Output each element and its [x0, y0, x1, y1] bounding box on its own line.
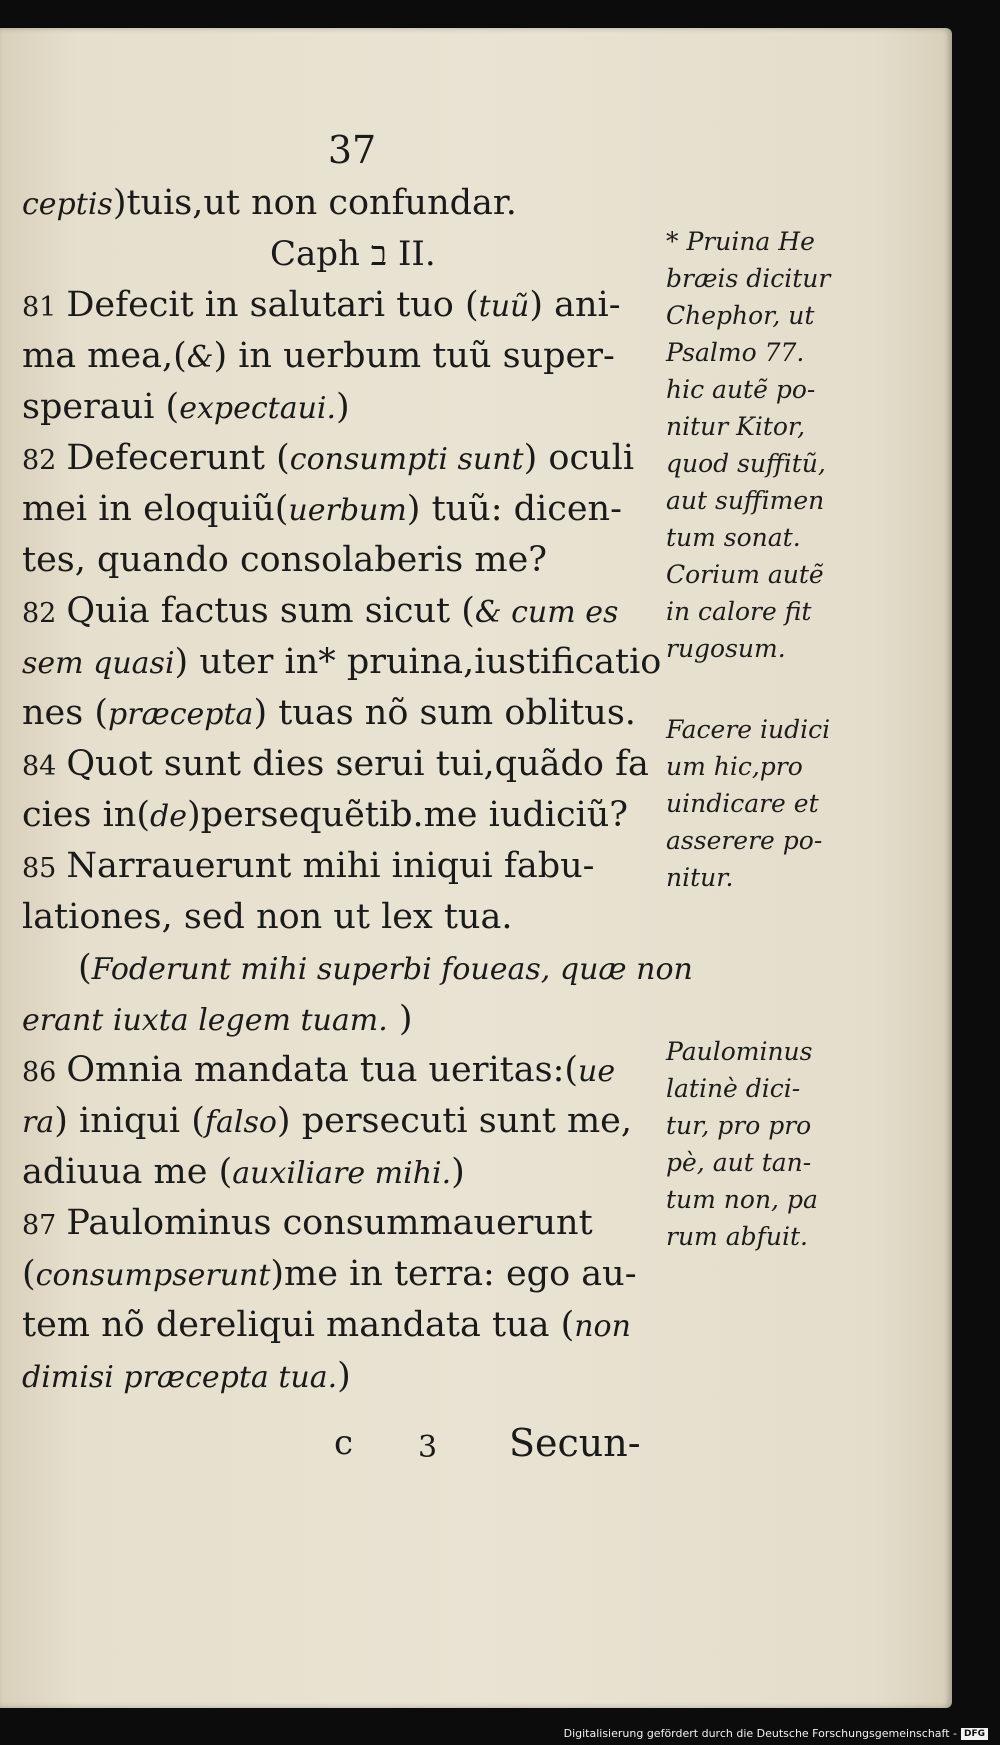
- text-line: [22, 229, 662, 280]
- marginal-note-line: Corium autẽ: [666, 560, 824, 589]
- text-line: [22, 637, 662, 688]
- text-line: [22, 280, 662, 331]
- main-text-column: [22, 178, 693, 1478]
- verse-text: Paulominus consummauerunt: [66, 1203, 593, 1243]
- gloss-text: uerbum: [288, 493, 407, 528]
- gloss-text: præcepta: [108, 697, 254, 732]
- verse-text: nes (: [22, 693, 108, 733]
- marginal-note-line: nitur Kitor,: [666, 412, 806, 441]
- marginal-note-line: Chephor, ut: [666, 301, 815, 330]
- verse-text: ): [337, 1356, 351, 1396]
- verse-number: 85: [22, 853, 57, 884]
- marginal-note-line: * Pruina He: [666, 227, 815, 256]
- verse-text: adiuua me (: [22, 1152, 233, 1192]
- gloss-text: ue: [578, 1054, 616, 1089]
- gloss-text: dimisi præcepta tua.: [22, 1360, 338, 1395]
- verse-text: ma mea,(: [22, 336, 187, 376]
- marginal-note-line: Paulominus: [666, 1037, 813, 1066]
- verse-text: ) tuas nõ sum oblitus.: [253, 693, 636, 733]
- verse-text: ) persecuti sunt me,: [276, 1101, 633, 1141]
- verse-text: ): [451, 1152, 465, 1192]
- marginal-note-line: pè, aut tan-: [666, 1148, 812, 1177]
- marginal-note-line: bræis dicitur: [666, 264, 831, 293]
- marginal-note-paulominus: [666, 1033, 866, 1255]
- text-line: [22, 1249, 662, 1300]
- verse-text: (: [78, 948, 92, 988]
- verse-number: 82: [22, 598, 57, 629]
- text-line: [22, 535, 662, 586]
- text-line: [22, 892, 662, 943]
- verse-text: cies in(: [22, 795, 150, 835]
- verse-text: Caph ב II.: [270, 234, 436, 274]
- text-line: [22, 331, 662, 382]
- marginal-note-line: asserere po-: [666, 826, 823, 855]
- verse-text: ): [387, 999, 413, 1039]
- marginal-note-line: nitur.: [666, 863, 734, 892]
- gloss-text: & cum es: [474, 595, 619, 630]
- marginal-note-line: in calore fit: [666, 597, 812, 626]
- verse-text: ) in uerbum tuũ super-: [213, 336, 615, 376]
- signature-number: 3: [418, 1430, 438, 1465]
- verse-text: Defecerunt (: [66, 438, 290, 478]
- verse-text: tes, quando consolaberis me?: [22, 540, 548, 580]
- footer-text: Digitalisierung gefördert durch die Deutsche Forschungsgemeinschaft -: [563, 1727, 957, 1740]
- verse-text: Quia factus sum sicut (: [66, 591, 475, 631]
- text-line: [22, 1198, 662, 1249]
- text-line: [22, 1300, 662, 1351]
- verse-text: ) oculi: [523, 438, 635, 478]
- marginal-note-line: Facere iudici: [666, 715, 831, 744]
- text-line: [22, 433, 662, 484]
- marginal-note-line: tum sonat.: [666, 523, 801, 552]
- verse-text: Quot sunt dies serui tui,quãdo fa: [66, 744, 649, 784]
- dfg-logo: DFG: [961, 1728, 988, 1740]
- gloss-text: non: [574, 1309, 631, 1344]
- gloss-text: consumpti sunt: [289, 442, 524, 477]
- verse-text: ) tuũ: dicen-: [406, 489, 622, 529]
- verse-text: (: [22, 1254, 36, 1294]
- verse-text: Narrauerunt mihi iniqui fabu-: [66, 846, 595, 886]
- verse-text: ): [336, 387, 350, 427]
- book-page: [0, 28, 952, 1708]
- marginal-note-line: rum abfuit.: [666, 1222, 808, 1251]
- marginal-note-line: aut suffimen: [666, 486, 825, 515]
- text-line: [22, 943, 693, 994]
- marginal-note-line: tur, pro pro: [666, 1111, 812, 1140]
- text-line: [22, 382, 662, 433]
- text-line: [22, 1045, 662, 1096]
- text-line: [22, 1096, 662, 1147]
- verse-text: ) uter in* pruina,iustificatio: [174, 642, 662, 682]
- gloss-text: ceptis: [22, 187, 113, 222]
- verse-text: )persequẽtib.me iudiciũ?: [186, 795, 629, 835]
- gloss-text: sem quasi: [22, 646, 175, 681]
- verse-text: Defecit in salutari tuo (: [66, 285, 479, 325]
- verse-text: speraui (: [22, 387, 180, 427]
- gloss-text: de: [150, 799, 187, 834]
- text-line: [22, 994, 662, 1045]
- verse-text: ) ani-: [529, 285, 621, 325]
- text-line: [22, 790, 662, 841]
- gloss-text: ra: [22, 1105, 55, 1140]
- marginal-note-line: latinè dici-: [666, 1074, 801, 1103]
- text-line: [22, 841, 662, 892]
- marginal-note-line: quod suffitũ,: [666, 449, 826, 478]
- marginal-note-line: um hic,pro: [666, 752, 803, 781]
- gloss-text: &: [186, 340, 214, 375]
- marginal-note-line: Psalmo 77.: [666, 338, 805, 367]
- verse-number: 82: [22, 445, 57, 476]
- verse-text: )tuis,ut non confundar.: [112, 183, 517, 223]
- gloss-text: falso: [204, 1105, 277, 1140]
- marginal-note-line: tum non, pa: [666, 1185, 818, 1214]
- verse-number: 84: [22, 751, 57, 782]
- verse-text: Omnia mandata tua ueritas:(: [66, 1050, 579, 1090]
- gloss-text: tuũ: [478, 289, 530, 324]
- text-line: [22, 1147, 662, 1198]
- gloss-text: Foderunt mihi superbi foueas, quæ non: [91, 952, 693, 987]
- text-line: [22, 586, 662, 637]
- catchword: Secun-: [509, 1421, 641, 1465]
- verse-text: ) iniqui (: [54, 1101, 205, 1141]
- verse-number: 81: [22, 292, 57, 323]
- gloss-text: expectaui.: [179, 391, 337, 426]
- marginal-note-pruina: [666, 223, 866, 667]
- signature-letter: c: [334, 1423, 354, 1463]
- text-line: [22, 1351, 662, 1402]
- text-line: [22, 688, 662, 739]
- verse-text: tem nõ dereliqui mandata tua (: [22, 1305, 575, 1345]
- verse-text: lationes, sed non ut lex tua.: [22, 897, 513, 937]
- verse-number: 86: [22, 1057, 57, 1088]
- gloss-text: consumpserunt: [35, 1258, 271, 1293]
- marginal-note-line: uindicare et: [666, 789, 819, 818]
- verse-text: )me in terra: ego au-: [270, 1254, 637, 1294]
- marginal-note-line: hic autẽ po-: [666, 375, 816, 404]
- text-line: [22, 739, 662, 790]
- gloss-text: auxiliare mihi.: [232, 1156, 452, 1191]
- marginal-note-line: rugosum.: [666, 634, 786, 663]
- digitization-footer: [564, 1727, 988, 1740]
- folio-number: 37: [327, 128, 377, 172]
- marginal-note-iudicium: [666, 711, 866, 896]
- text-line: [22, 178, 662, 229]
- text-line: [22, 484, 662, 535]
- page-foot: [22, 1408, 662, 1478]
- verse-number: 87: [22, 1210, 57, 1241]
- gloss-text: erant iuxta legem tuam.: [22, 1003, 388, 1038]
- verse-text: mei in eloquiũ(: [22, 489, 289, 529]
